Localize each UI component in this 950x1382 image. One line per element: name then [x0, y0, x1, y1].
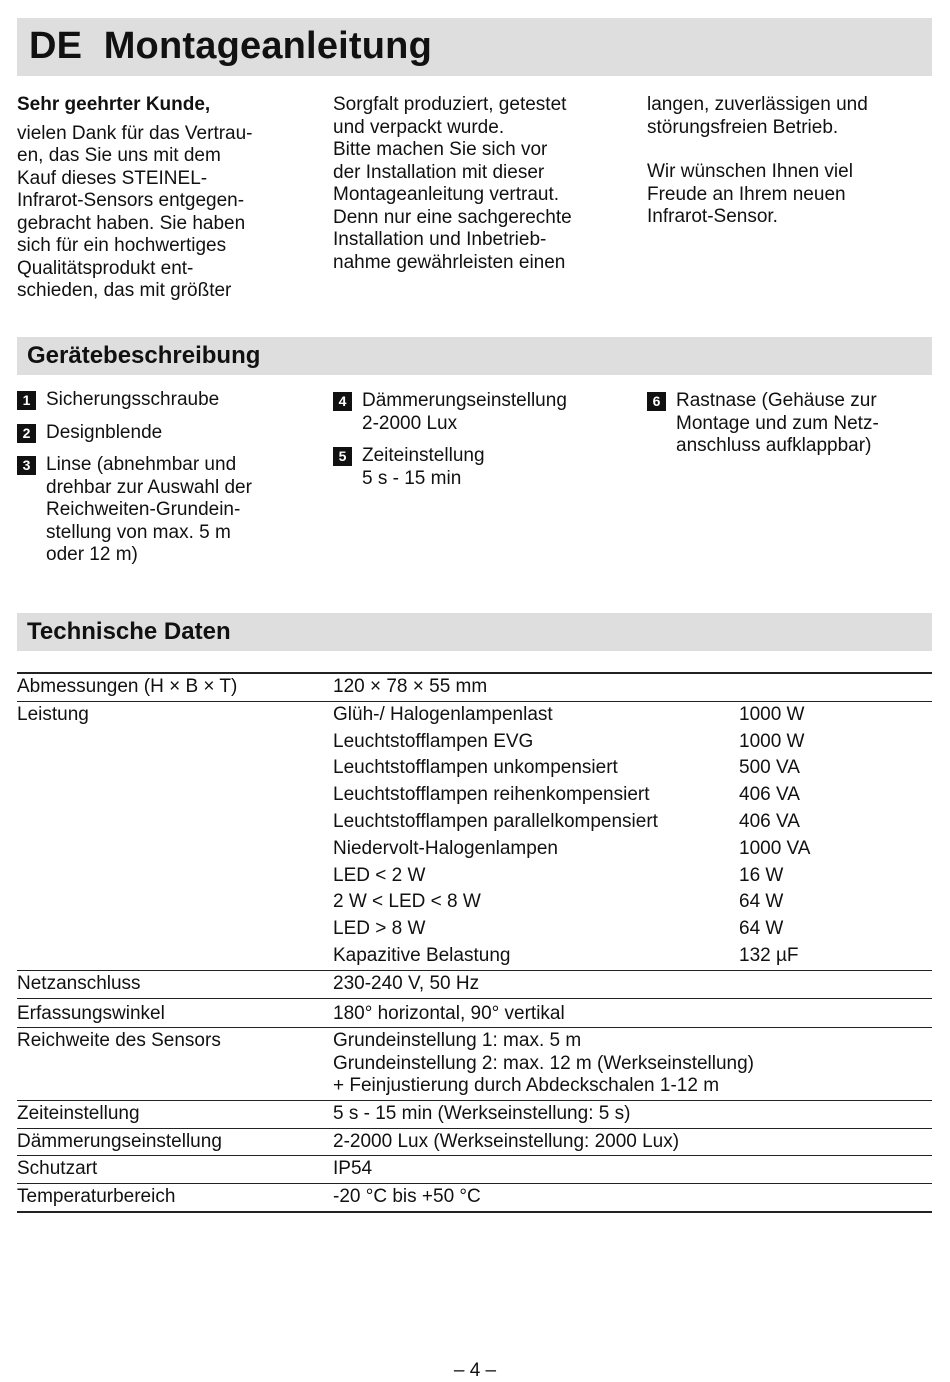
description-section-bar — [17, 337, 932, 375]
load-type: Leuchtstofflampen unkompensiert — [333, 757, 618, 779]
tech-heading: Technische Daten — [27, 618, 231, 645]
load-value: 406 VA — [739, 784, 800, 806]
load-type: LED < 2 W — [333, 864, 426, 886]
load-type: Glüh-/ Halogenlampenlast — [333, 703, 553, 725]
table-row — [17, 943, 932, 970]
load-value: 1000 VA — [739, 837, 811, 859]
tech-section-bar — [17, 613, 932, 651]
description-item — [17, 422, 317, 445]
description-column-2 — [333, 390, 633, 500]
item-text: Linse (abnehmbar und — [46, 454, 237, 475]
load-value: 64 W — [739, 891, 784, 913]
intro-column-1 — [17, 94, 317, 303]
load-type: Leuchtstofflampen EVG — [333, 730, 534, 752]
table-row — [17, 809, 932, 836]
table-row — [17, 970, 932, 998]
spec-value: 180° horizontal, 90° vertikal — [333, 1002, 565, 1024]
spec-label: Leistung — [17, 703, 89, 725]
item-text: Montage und zum Netz- — [676, 412, 879, 434]
intro-line: vielen Dank für das Vertrau- — [17, 122, 253, 144]
item-text: oder 12 m) — [46, 544, 138, 565]
intro-column-2 — [333, 94, 633, 274]
table-row — [17, 673, 932, 701]
intro-line: en, das Sie uns mit dem — [17, 145, 221, 166]
load-value: 500 VA — [739, 757, 800, 779]
range-line: Grundeinstellung 2: max. 12 m (Werkseinstellung) — [333, 1052, 755, 1074]
range-line: + Feinjustierung durch Abdeckschalen 1-12 m — [333, 1075, 720, 1097]
item-number-badge: 2 — [17, 424, 36, 443]
spec-value: 120 × 78 × 55 mm — [333, 676, 488, 697]
item-text: Dämmerungseinstellung — [362, 390, 567, 411]
range-line: Grundeinstellung 1: max. 5 m — [333, 1030, 582, 1052]
spec-value: IP54 — [333, 1158, 373, 1180]
intro-line: Wir wünschen Ihnen viel — [647, 161, 853, 182]
description-heading: Gerätebeschreibung — [27, 342, 261, 369]
table-row — [17, 889, 932, 916]
spec-label: Abmessungen (H × B × T) — [17, 676, 238, 697]
intro-line: langen, zuverlässigen und — [647, 94, 868, 115]
load-type: 2 W < LED < 8 W — [333, 891, 481, 913]
intro-line: Sorgfalt produziert, getestet — [333, 94, 567, 115]
table-row — [17, 729, 932, 756]
item-text: 2-2000 Lux — [362, 412, 458, 434]
item-text: Rastnase (Gehäuse zur — [676, 390, 877, 411]
table-row — [17, 916, 932, 943]
load-value: 1000 W — [739, 730, 805, 752]
intro-line: Installation und Inbetrieb- — [333, 229, 547, 250]
spec-label: Erfassungswinkel — [17, 1002, 165, 1024]
table-row — [17, 863, 932, 890]
spec-value: 2-2000 Lux (Werkseinstellung: 2000 Lux) — [333, 1130, 680, 1152]
load-type: Leuchtstofflampen reihenkompensiert — [333, 784, 650, 806]
description-item — [17, 389, 317, 412]
item-text: anschluss aufklappbar) — [676, 435, 872, 456]
load-value: 406 VA — [739, 810, 800, 832]
title-bar — [17, 18, 932, 76]
intro-line: schieden, das mit größter — [17, 280, 232, 301]
load-type: LED > 8 W — [333, 918, 426, 940]
intro-line: Kauf dieses STEINEL- — [17, 167, 208, 189]
spec-value: 5 s - 15 min (Werkseinstellung: 5 s) — [333, 1102, 631, 1124]
item-number-badge: 3 — [17, 456, 36, 475]
item-number-badge: 1 — [17, 391, 36, 410]
item-text: Designblende — [46, 421, 163, 443]
description-column-3 — [647, 390, 932, 468]
item-number-badge: 4 — [333, 392, 352, 411]
intro-line: und verpackt wurde. — [333, 116, 505, 138]
intro-line: nahme gewährleisten einen — [333, 251, 566, 273]
description-item — [17, 454, 317, 567]
table-row — [17, 782, 932, 809]
spec-label: Dämmerungseinstellung — [17, 1130, 222, 1152]
intro-line: Infrarot-Sensor. — [647, 206, 778, 227]
table-row — [17, 836, 932, 863]
intro-column-3 — [647, 94, 932, 229]
table-row — [17, 1128, 932, 1156]
item-text: stellung von max. 5 m — [46, 521, 231, 543]
table-row — [17, 755, 932, 782]
item-number-badge: 6 — [647, 392, 666, 411]
spec-label: Netzanschluss — [17, 972, 141, 994]
intro-line: Infrarot-Sensors entgegen- — [17, 190, 245, 211]
load-value: 64 W — [739, 918, 784, 940]
intro-line: sich für ein hochwertiges — [17, 235, 227, 256]
greeting: Sehr geehrter Kunde, — [17, 94, 211, 115]
item-text: drehbar zur Auswahl der — [46, 476, 252, 498]
load-value: 132 µF — [739, 944, 799, 966]
description-column-1 — [17, 389, 317, 577]
intro-line: Bitte machen Sie sich vor — [333, 139, 548, 160]
item-number-badge: 5 — [333, 447, 352, 466]
table-row — [17, 1184, 932, 1212]
spec-label: Reichweite des Sensors — [17, 1030, 221, 1052]
table-row — [17, 998, 932, 1028]
load-type: Leuchtstofflampen parallelkompensiert — [333, 810, 658, 832]
intro-line: störungsfreien Betrieb. — [647, 116, 839, 138]
description-item — [333, 390, 633, 435]
item-text: Zeiteinstellung — [362, 445, 485, 466]
intro-line: Qualitätsprodukt ent- — [17, 257, 194, 279]
spec-value: -20 °C bis +50 °C — [333, 1186, 481, 1208]
spec-value: 230-240 V, 50 Hz — [333, 972, 480, 994]
page-number: – 4 – — [453, 1360, 497, 1381]
tech-data-table — [17, 672, 932, 1213]
description-item — [333, 445, 633, 490]
item-text: 5 s - 15 min — [362, 467, 462, 489]
intro-line: Montageanleitung vertraut. — [333, 184, 560, 205]
intro-line: der Installation mit dieser — [333, 161, 545, 183]
spec-label: Zeiteinstellung — [17, 1102, 140, 1124]
load-type: Kapazitive Belastung — [333, 944, 511, 966]
item-text: Reichweiten-Grundein- — [46, 499, 241, 520]
description-item — [647, 390, 932, 458]
table-row — [17, 1156, 932, 1184]
spec-label: Temperaturbereich — [17, 1186, 176, 1208]
intro-line: Denn nur eine sachgerechte — [333, 206, 572, 228]
spec-value — [333, 1028, 932, 1101]
intro-line: Freude an Ihrem neuen — [647, 183, 846, 205]
spec-label: Schutzart — [17, 1158, 98, 1180]
page-title: DE Montageanleitung — [29, 25, 432, 67]
intro-line: gebracht haben. Sie haben — [17, 212, 246, 234]
item-text: Sicherungsschraube — [46, 389, 220, 410]
table-row — [17, 1100, 932, 1128]
table-row — [17, 1028, 932, 1101]
load-value: 16 W — [739, 864, 784, 886]
load-type: Niedervolt-Halogenlampen — [333, 837, 558, 859]
table-row — [17, 701, 932, 728]
load-value: 1000 W — [739, 703, 805, 725]
